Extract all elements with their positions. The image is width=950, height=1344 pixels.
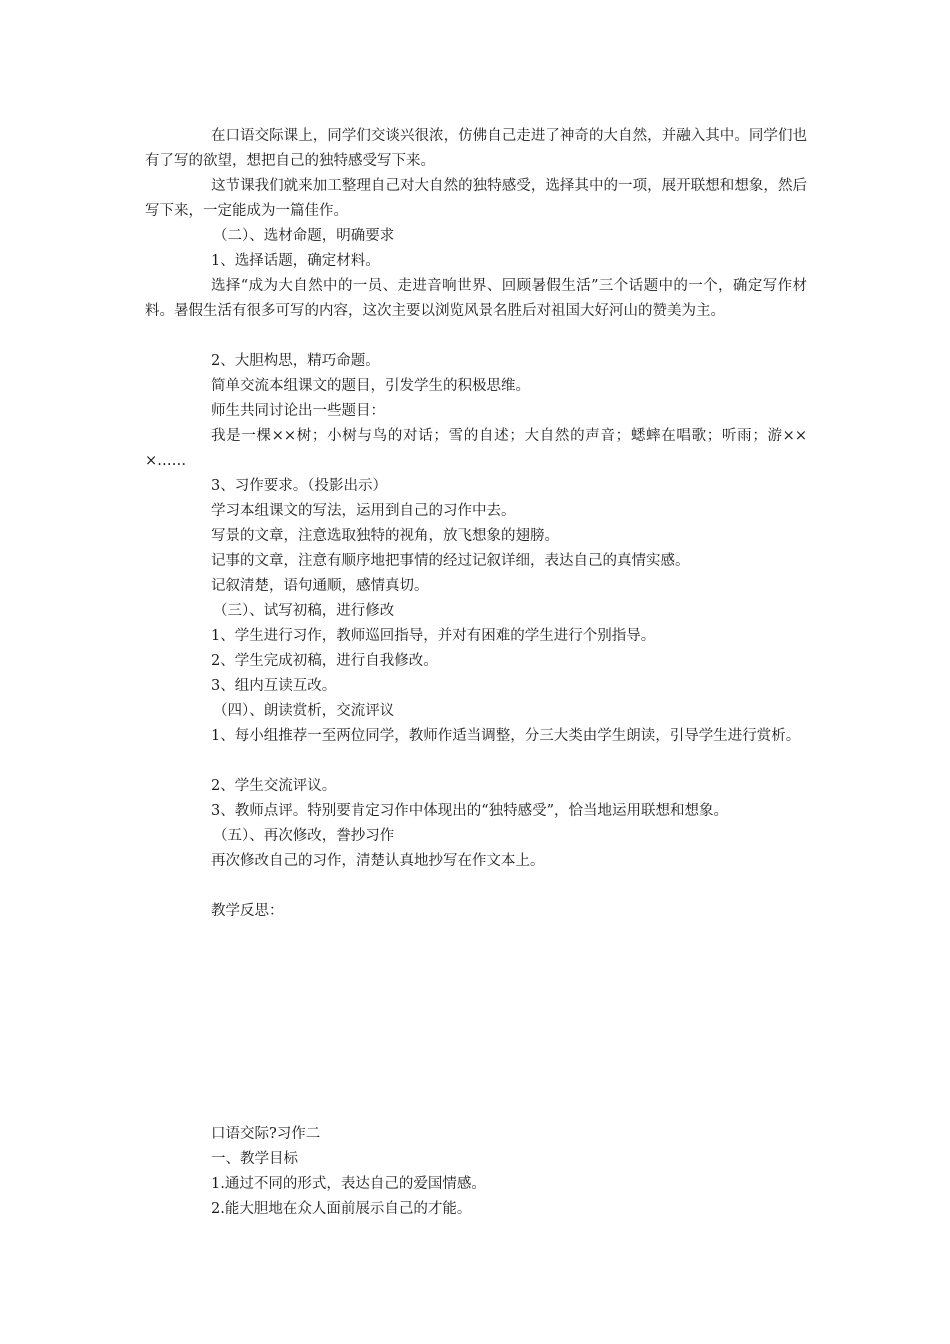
- section-heading: （二）、选材命题，明确要求: [213, 228, 395, 244]
- section-heading: （五）、再次修改，誊抄习作: [213, 828, 395, 844]
- paragraph: 我是一棵××树；小树与鸟的对话；雪的自述；大自然的声音；蟋蟀在唱歌；听雨；游×××……: [145, 428, 807, 469]
- text-line: 记叙清楚，语句通顺，感情真切。: [211, 578, 429, 594]
- paragraph: 这节课我们就来加工整理自己对大自然的独特感受，选择其中的一项，展开联想和想象，然后写下来，一定能成为一篇佳作。: [145, 178, 807, 219]
- paragraph: 选择“成为大自然中的一员、走进音响世界、回顾暑假生活”三个话题中的一个，确定写作材料。暑假生活有很多可写的内容，这次主要以浏览风景名胜后对祖国大好河山的赞美为主。: [145, 278, 807, 319]
- text-line: 3、教师点评。特别要肯定习作中体现出的“独特感受”，恰当地运用联想和想象。: [211, 803, 729, 819]
- text-line: 写景的文章，注意选取独特的视角，放飞想象的翅膀。: [211, 528, 559, 544]
- text-line: 1、学生进行习作，教师巡回指导，并对有困难的学生进行个别指导。: [211, 628, 656, 644]
- subheading: 2、大胆构思，精巧命题。: [211, 353, 380, 369]
- text-line: 3、组内互读互改。: [211, 678, 337, 694]
- text-line: 2、学生完成初稿，进行自我修改。: [211, 653, 438, 669]
- section-heading: （四）、朗读赏析，交流评议: [213, 703, 395, 719]
- text-line: 学习本组课文的写法，运用到自己的习作中去。: [211, 503, 516, 519]
- text-line: 师生共同讨论出一些题目：: [211, 403, 385, 419]
- paragraph: 1、每小组推荐一至两位同学，教师作适当调整，分三大类由学生朗读，引导学生进行赏析。: [211, 728, 801, 744]
- lesson-title: 口语交际?习作二: [211, 1126, 321, 1142]
- subheading: 1、选择话题，确定材料。: [211, 253, 380, 269]
- section-heading: 一、教学目标: [211, 1151, 298, 1167]
- text-line: 2、学生交流评议。: [211, 778, 337, 794]
- text-line: 记事的文章，注意有顺序地把事情的经过记叙详细，表达自己的真情实感。: [211, 553, 690, 569]
- text-line: 再次修改自己的习作，清楚认真地抄写在作文本上。: [211, 853, 545, 869]
- text-line: 简单交流本组课文的题目，引发学生的积极思维。: [211, 378, 530, 394]
- section-heading: （三）、试写初稿，进行修改: [213, 603, 395, 619]
- subheading: 3、习作要求。（投影出示）: [211, 478, 387, 494]
- text-line: 2.能大胆地在众人面前展示自己的才能。: [211, 1201, 472, 1217]
- reflection-label: 教学反思：: [211, 903, 284, 919]
- paragraph: 在口语交际课上，同学们交谈兴很浓，仿佛自己走进了神奇的大自然，并融入其中。同学们也有了写的欲望，想把自己的独特感受写下来。: [145, 128, 807, 169]
- text-line: 1.通过不同的形式，表达自己的爱国情感。: [211, 1176, 486, 1192]
